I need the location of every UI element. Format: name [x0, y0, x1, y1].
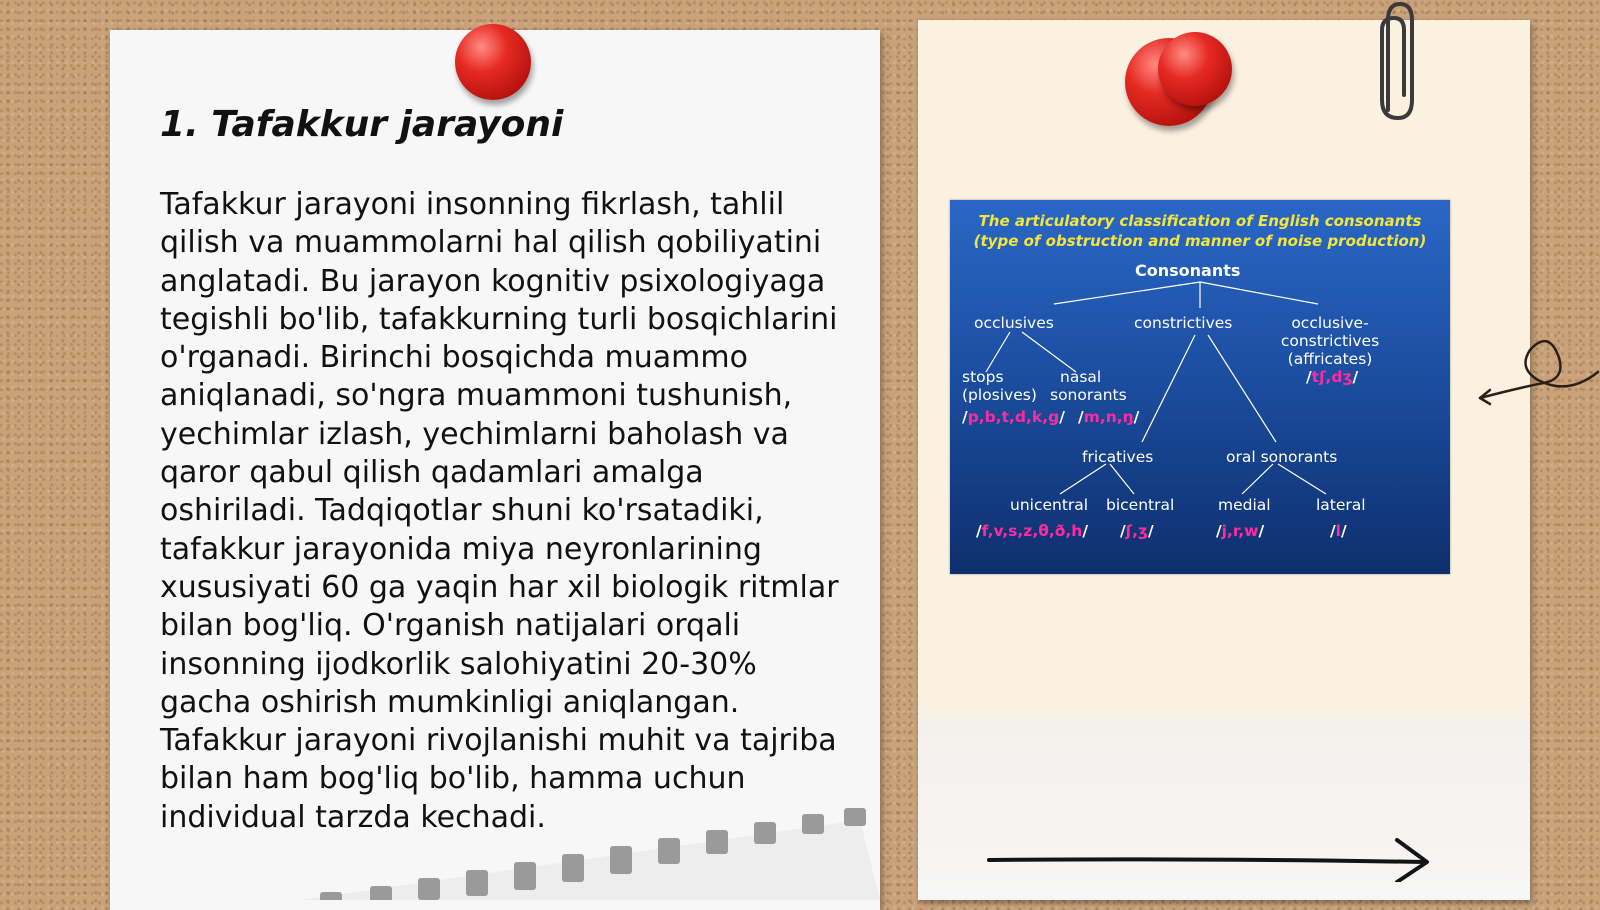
- stops-label-2: (plosives): [962, 386, 1037, 404]
- affricates-label-2: constrictives: [1280, 332, 1380, 350]
- section-body-text: Tafakkur jarayoni insonning fikrlash, tahlil qilish va muammolarni hal qilish qobiliyatini anglatadi. Bu jarayon kognitiv psixologiyaga tegishli bo'lib, tafakkurning turli bosqichlarini o'rganadi. Birinchi bosqichda muammo aniqlanadi, so'ngra muammoni tushunish, yechimlar izlash, yechimlarni baholash va qaror qabul qilish qadamlari amalga oshiriladi. Tadqiqotlar shuni ko'rsatadiki, tafakkur jarayonida miya neyronlarining xususiyati 60 ga yaqin har xil biologik ritmlar bilan bog'liq. O'rganish natijalari orqali insonning ijodkorlik salohiyatini 20-30% gacha oshirish mumkinligi aniqlangan. Tafakkur jarayoni rivojlanishi muhit va tajriba bilan ham bog'liq bo'lib, hamma uchun individual tarzda kechadi.: [160, 187, 839, 835]
- node-constrictives: constrictives: [1134, 314, 1233, 332]
- node-fricatives: fricatives: [1082, 448, 1154, 466]
- squiggle-arrow-icon: [1478, 310, 1600, 410]
- diagram-title-line2: (type of obstruction and manner of noise production): [973, 232, 1427, 250]
- affricates-label-1: occlusive-: [1291, 314, 1369, 332]
- node-nasal-sonorants: [1050, 368, 1127, 404]
- lateral-phonemes: /l/: [1330, 522, 1347, 540]
- affricates-phonemes: /tʃ,dʒ/: [1306, 368, 1359, 386]
- node-lateral: lateral: [1316, 496, 1366, 514]
- node-bicentral: bicentral: [1106, 496, 1175, 514]
- unicentral-phonemes: /f,v,s,z,θ,ð,h/: [976, 522, 1088, 540]
- node-stops: [962, 368, 1037, 404]
- affricates-label-3: (affricates): [1287, 350, 1373, 368]
- nasal-label-1: nasal: [1060, 368, 1102, 386]
- medial-phonemes: /j,r,w/: [1216, 522, 1265, 540]
- diagram-title-line1: The articulatory classification of English consonants: [978, 212, 1422, 230]
- node-occlusives: occlusives: [974, 314, 1054, 332]
- bicentral-phonemes: /ʃ,ʒ/: [1120, 522, 1154, 540]
- section-title: 1. Tafakkur jarayoni: [160, 104, 564, 145]
- pushpin-icon: [455, 24, 531, 100]
- node-medial: medial: [1218, 496, 1271, 514]
- paperclip-icon: [1370, 0, 1420, 125]
- node-unicentral: unicentral: [1010, 496, 1089, 514]
- node-oral-sonorants: oral sonorants: [1226, 448, 1338, 466]
- nasal-label-2: sonorants: [1050, 386, 1127, 404]
- stops-phonemes: /p,b,t,d,k,g/: [962, 408, 1065, 426]
- node-consonants: Consonants: [1135, 261, 1241, 280]
- stops-label-1: stops: [962, 368, 1004, 386]
- torn-paper-strip: [300, 800, 880, 900]
- arrow-right-icon: [985, 832, 1445, 882]
- nasal-phonemes: /m,n,ŋ/: [1078, 408, 1140, 426]
- pushpin-icon: [1158, 32, 1232, 106]
- node-affricates: [1270, 314, 1390, 368]
- consonant-classification-diagram: [950, 200, 1450, 574]
